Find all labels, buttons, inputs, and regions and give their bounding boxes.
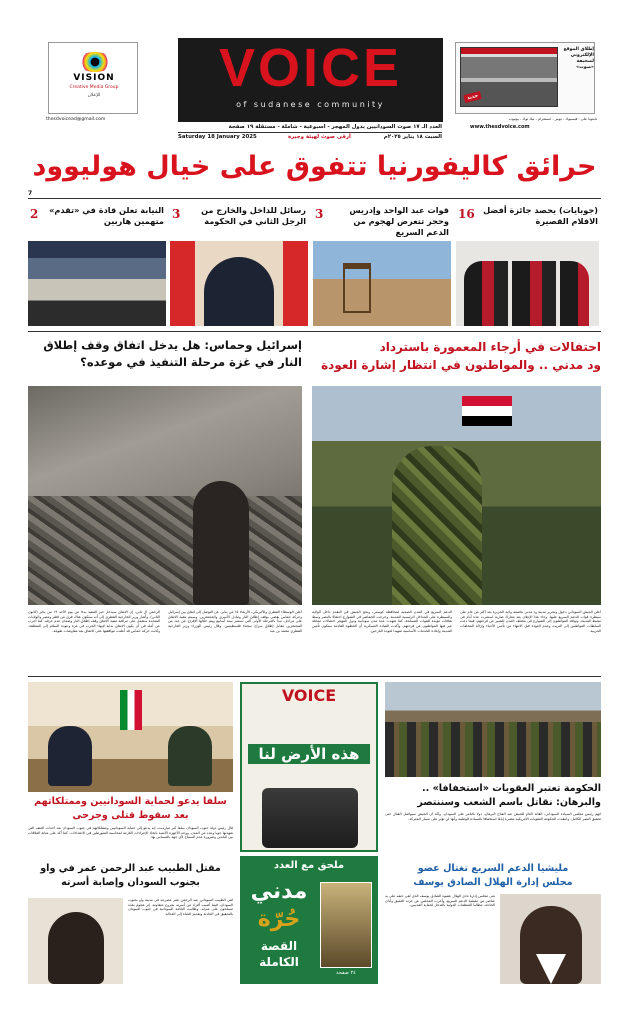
rubble-shape	[28, 496, 302, 605]
teaser-4[interactable]	[456, 203, 599, 326]
rule	[28, 676, 601, 677]
salfa-body: قال رئيس دولة جنوب السودان سلفا كير ميارديت، إنه يدعو إلى حماية السودانيين وممتلكاتهم في جنوب السودان بعد أحداث العنف التي شهدتها جوبا وعدد من المدن. ووجه الأجهزة الأمنية باتخاذ الإجراءات اللازمة لمحاسبة المتورطين في الاعتداءات. كما أكد على متانة العلاقات بين البلدين وضرورة عدم السماح لأي جهة بالمساس بها.	[28, 826, 233, 840]
seated-figure-right	[168, 726, 212, 786]
website[interactable]: www.thesdvoice.com	[470, 124, 530, 130]
burhan-photo	[385, 682, 601, 777]
supplement-footer: ٢٤ صفحة	[336, 970, 356, 976]
cover-art	[262, 788, 358, 848]
cover-logo: VOICE	[281, 686, 337, 705]
teaser-title: النيابة تعلن قادة في «تقدم» متهمين هاربين	[49, 205, 164, 226]
tower-shape	[343, 263, 371, 313]
teaser-2[interactable]	[170, 203, 308, 326]
sadiq-photo	[500, 894, 601, 984]
portrait-shape	[48, 912, 104, 984]
teaser-title: (جوبايات) يحصد جائزة أفضل الافلام القصيرة	[483, 205, 598, 226]
madani-body-a: الدعم السريع في المدن الصحية لمحافظة كوستي، ونجح الجيش في التقدم داخل الولاية والسيطرة على المداخل الرئيسية للمدينة. وخرجت الجماهير في الشوارع احتفالا بالنصر وسط هتافات مؤيدة للقوات المسلحة. كما شهدت عدة مدن سودانية ودول المهجر احتفالات مماثلة عبر فيها المواطنون عن فرحتهم. وأكدت القيادة العسكرية أن الخطوة القادمة ستكون تأمين المدينة وإعادة الخدمات الأساسية تمهيدا لعودة النازحين.	[312, 610, 452, 633]
website-ad[interactable]	[455, 42, 595, 114]
teaser-number: 16	[458, 207, 475, 221]
vision-ad[interactable]	[48, 42, 138, 114]
teaser-number: 3	[172, 207, 181, 221]
tagline: أرقى صوت لهيئة وجيرة	[288, 134, 351, 140]
vision-sub: Creative Media Group	[69, 85, 119, 90]
govt-title-2: والبرهان: نقاتل باسم الشعب وسننتصر	[417, 797, 601, 808]
militia-body: نعى مجلس إدارة نادي الهلال عضوه الصادق يوسف الذي لقي حتفه على يد عناصر من مليشيا الدعم السريع. وأعرب المجلس عن حزنه العميق وأدان الحادثة، مطالبا المنظمات الدولية بالتدخل لحماية المدنيين.	[385, 894, 495, 908]
magazine-cover[interactable]	[240, 682, 378, 852]
teaser-title: قوات عبد الواحد وإدريس وحجر تتعرض لهجوم من الدعم السريع	[349, 205, 449, 237]
rule	[28, 331, 601, 332]
story-madani-title-1: احتفالات في أرجاء المعمورة باسترداد	[379, 340, 601, 354]
child-figure	[193, 481, 249, 605]
teaser-number: 2	[30, 207, 39, 221]
ad-badge: جديد	[463, 91, 482, 103]
govt-title-1: الحكومة تعتبر العقوبات «استخفافا» ..	[421, 783, 601, 794]
gaza-photo	[28, 386, 302, 605]
supplement-title-1: مدني	[250, 879, 308, 904]
salfa-title: سلفا يدعو لحماية السودانيين وممتلكاتهم بعد سقوط قتلى وجرحى	[34, 796, 227, 821]
ad-text: إطلاق الموقع الإلكتروني لصحيفة «صوت»	[563, 47, 594, 70]
logo-subtitle: of sudanese community	[236, 100, 385, 109]
date-en: Saturday 18 January 2025	[178, 134, 257, 140]
teaser-3[interactable]	[313, 203, 451, 326]
supplement-box[interactable]	[240, 856, 378, 984]
gaza-body-a: الرحمن آل ثاني، إن الاتفاق سيدخل حيز التنفيذ بدءا من يوم الأحد ١٩ من يناير (كانون الثاني). وأشار وزير الخارجية القطري إلى أنه ستكون هناك فرق من قطر ومصر والولايات المتحدة ستعمل على مراقبة تنفيذ الاتفاق وقف إطلاق النار وضمان عدم خرقه. كما أعرب عن أمله في أن يكون الاتفاق بداية لإنهاء الحرب في غزة وعودة السلام إلى المنطقة. وكانت حركة حماس قد أعلنت موافقتها على الاتفاق بعد مفاوضات طويلة.	[28, 610, 160, 633]
flag-shape	[462, 396, 512, 426]
vision-contact: للإعلان	[87, 93, 101, 98]
social-line: تابعونا على : فيسبوك - تويتر - انستغرام - تيك توك - يوتيوب	[508, 117, 597, 121]
govt-body: اتهم رئيس مجلس السيادة السوداني، القائد العام للجيش عبد الفتاح البرهان، دولا بالتآمر على السودان، وأكد أن الجيش سيواصل القتال حتى تحقيق النصر الكامل. وانتقدت الحكومة العقوبات الأمريكية معتبرة إياها استخفافا بالسيادة الوطنية وأنها لن تؤثر على مسار المعركة.	[385, 812, 601, 821]
flags-shape	[120, 690, 142, 730]
madani-body-b: أعلن الجيش السوداني دخول وتحرير مدينة ود مدني عاصمة ولاية الجزيرة بعد أكثر من عام على سيطرة قوات الدعم السريع عليها. وجاء هذا الإعلان بعد معارك ضارية استمرت عدة أيام في محيط المدينة. وتوافد المواطنون إلى الشوارع في مختلف المدن للتعبير عن فرحتهم، فيما دعت السلطات المواطنين إلى التريث وعدم العودة قبل الانتهاء من تأمين الأحياء وإزالة المخلفات الحربية.	[460, 610, 601, 633]
rule	[28, 198, 601, 199]
soldier-figure	[392, 446, 482, 605]
teaser-photo	[28, 241, 166, 326]
eye-logo	[77, 52, 113, 72]
doctor-photo	[28, 898, 123, 984]
murder-title: مقتل الطبيب عبد الرحمن عمر في واو بجنوب السودان وإصابة أسرته	[40, 863, 221, 888]
seated-figure-left	[48, 726, 92, 786]
vision-brand: VISION	[73, 73, 115, 83]
salfa-photo	[28, 682, 233, 792]
person-shape	[204, 257, 274, 326]
date-bar	[178, 132, 442, 142]
militia-title-2: مجلس إدارة الهلال الصادق يوسف	[413, 877, 573, 888]
date-ar: السبت ١٨ يناير ٢٠٢٥م	[383, 134, 442, 140]
teaser-1[interactable]	[28, 203, 166, 326]
supplement-cover-thumb	[320, 882, 372, 968]
issue-line: العدد الـ ١٧ صوت السودانيين بدول المهجر - اسبوعية - شاملة - مستقلة ١٩ صفحة	[228, 124, 442, 130]
supplement-label: ملحق مع العدد	[273, 860, 345, 871]
page-mark: 7	[28, 190, 33, 197]
logo-block	[178, 38, 443, 122]
logo-text: VOICE	[218, 38, 403, 98]
gaza-body-b: أعلن الوسطاء القطري والأمريكي، الأربعاء ١٥ من يناير، عن التوصل إلى اتفاق بين إسرائيل وحركة حماس يقضي بوقف إطلاق النار وتبادل الأسرى والمحتجزين. وسيتم تنفيذ الاتفاق على مراحل، تبدأ بالمرحلة الأولى التي تستمر ستة أسابيع ويتم خلالها الإفراج عن عدد من المحتجزين مقابل إطلاق سراح سجناء فلسطينيين. وقال رئيس الوزراء وزير الخارجية القطري محمد بن عبد	[168, 610, 302, 633]
teaser-number: 3	[315, 207, 324, 221]
main-headline: حرائق كاليفورنيا تتفوق على خيال هوليوود	[32, 151, 597, 182]
militia-title-1: مليشيا الدعم السريع تغتال عضو	[417, 863, 569, 874]
masthead	[40, 38, 599, 130]
supplement-title-2: حُرّة	[257, 907, 301, 932]
murder-body: لقي الطبيب السوداني عبد الرحمن عمر مصرعه في مدينة واو بجنوب السودان، فيما أصيب أفراد من أسرته بجروح متفاوتة، إثر هجوم نفذه مسلحون على منزله. وطالبت الجالية السودانية في جنوب السودان بالتحقيق في الحادثة وتقديم الجناة إلى العدالة.	[128, 898, 233, 917]
madani-photo	[312, 386, 601, 605]
cover-text: هذه الأرض لنا	[248, 744, 370, 764]
crowd-shape	[385, 722, 601, 777]
teaser-photo	[456, 241, 599, 326]
supplement-sub: القصة الكاملة	[259, 939, 299, 969]
teaser-title: رسائل للداخل والخارج من الرجل الثاني في الحكومة	[201, 205, 306, 226]
teaser-photo	[170, 241, 308, 326]
people-shape	[464, 261, 589, 326]
teaser-photo	[313, 241, 451, 326]
email: thesdvoicead@gmail.com	[46, 117, 106, 122]
story-madani-title-2: ود مدني .. والمواطنون في انتظار إشارة العودة	[321, 358, 601, 372]
story-gaza-title: إسرائيل وحماس: هل يدخل اتفاق وقف إطلاق النار في غزة مرحلة التنفيذ في موعده؟	[43, 338, 302, 369]
